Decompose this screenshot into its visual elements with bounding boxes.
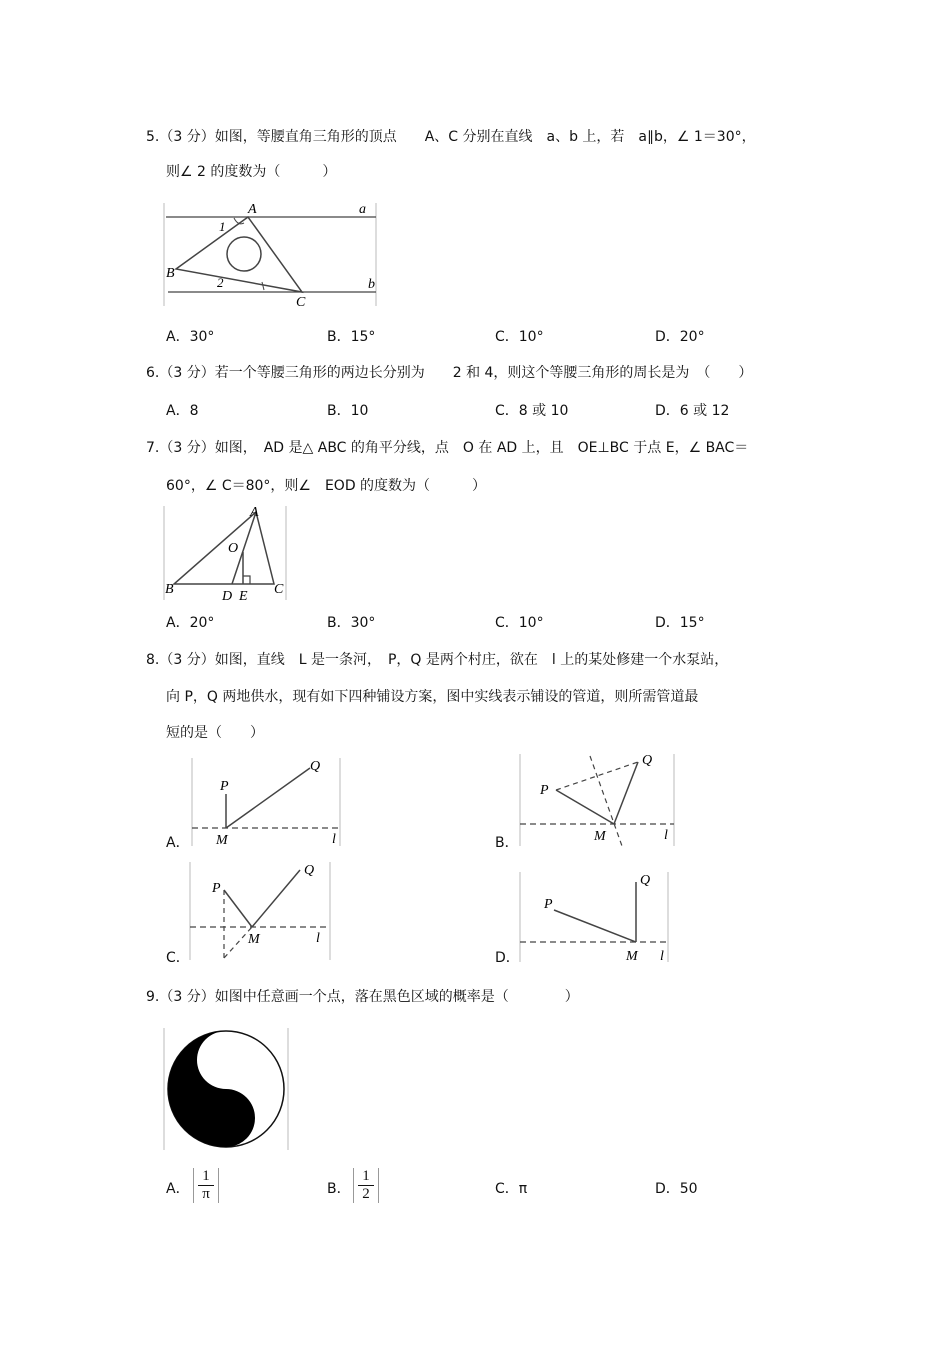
q8d-label-Q: Q bbox=[640, 873, 651, 888]
q8-figure-d bbox=[520, 870, 670, 964]
q8a-label-Q: Q bbox=[310, 759, 321, 774]
q5-option-a: A．30° bbox=[166, 329, 215, 345]
q9-option-b-fraction bbox=[353, 1168, 379, 1203]
q9-option-a-numerator: 1 bbox=[202, 1168, 210, 1184]
q6-option-b: B．10 bbox=[327, 403, 369, 419]
q5-stem-line2: 则∠ 2 的度数为（ ） bbox=[166, 164, 337, 180]
q8b-label-P: P bbox=[540, 783, 549, 798]
q8d-label-M: M bbox=[626, 949, 638, 964]
q9-option-a-denominator: π bbox=[202, 1186, 210, 1202]
q9-option-b-numerator: 1 bbox=[362, 1168, 370, 1184]
q7-label-A: A bbox=[250, 505, 259, 520]
q8b-label-Q: Q bbox=[642, 753, 653, 768]
q8-option-a: A． bbox=[166, 835, 190, 851]
q8c-label-P: P bbox=[212, 881, 221, 896]
q8-stem-line3: 短的是（ ） bbox=[166, 725, 264, 741]
q5-option-b: B．15° bbox=[327, 329, 376, 345]
q5-label-B: B bbox=[166, 266, 175, 281]
q8-figure-c bbox=[190, 860, 332, 962]
q8-option-d: D． bbox=[495, 950, 520, 966]
q6-stem-line1: 6.（3 分）若一个等腰三角形的两边长分别为 2 和 4，则这个等腰三角形的周长是为 （ ） bbox=[146, 365, 753, 381]
q8d-label-P: P bbox=[544, 897, 553, 912]
q8-option-c: C． bbox=[166, 950, 190, 966]
q7-figure bbox=[164, 504, 288, 602]
q8b-label-l: l bbox=[664, 828, 668, 843]
q8a-label-l: l bbox=[332, 832, 336, 847]
q8a-label-P: P bbox=[220, 779, 229, 794]
q8d-label-l: l bbox=[660, 949, 664, 964]
q8-figure-b bbox=[520, 752, 676, 848]
q7-stem-line2: 60°，∠ C＝80°，则∠ EOD 的度数为（ ） bbox=[166, 478, 487, 494]
q7-option-c: C．10° bbox=[495, 615, 544, 631]
q9-option-a-fraction bbox=[193, 1168, 219, 1203]
q7-label-B: B bbox=[165, 582, 174, 597]
q9-option-a: A． bbox=[166, 1181, 190, 1197]
q7-option-a: A．20° bbox=[166, 615, 215, 631]
q5-option-d: D．20° bbox=[655, 329, 705, 345]
q7-label-D: D bbox=[222, 589, 233, 604]
q6-option-a: A．8 bbox=[166, 403, 199, 419]
q6-option-c: C．8 或 10 bbox=[495, 403, 569, 419]
q9-option-b-denominator: 2 bbox=[362, 1186, 370, 1202]
q8-option-b: B． bbox=[495, 835, 519, 851]
q9-stem-line1: 9.（3 分）如图中任意画一个点，落在黑色区域的概率是（ ） bbox=[146, 989, 579, 1005]
q7-label-O: O bbox=[228, 541, 239, 556]
q7-label-E: E bbox=[239, 589, 248, 604]
q8-figure-a bbox=[192, 756, 342, 848]
q5-label-2: 2 bbox=[217, 275, 224, 290]
q6-option-d: D．6 或 12 bbox=[655, 403, 730, 419]
q9-option-b: B． bbox=[327, 1181, 351, 1197]
q8-stem-line2: 向 P，Q 两地供水，现有如下四种铺设方案，图中实线表示铺设的管道，则所需管道最 bbox=[166, 689, 699, 705]
q7-stem-line1: 7.（3 分）如图， AD 是△ ABC 的角平分线，点 O 在 AD 上，且 OE⊥BC 于点 E，∠ BAC＝ bbox=[146, 440, 749, 456]
q5-stem-line1: 5.（3 分）如图，等腰直角三角形的顶点 A、C 分别在直线 a、b 上，若 a∥b，∠ 1＝30°， bbox=[146, 129, 756, 145]
q5-option-c: C．10° bbox=[495, 329, 544, 345]
q8-stem-line1: 8.（3 分）如图，直线 L 是一条河， P，Q 是两个村庄，欲在 l 上的某处修建一个水泵站， bbox=[146, 652, 729, 668]
q9-option-d: D．50 bbox=[655, 1181, 698, 1197]
q7-option-d: D．15° bbox=[655, 615, 705, 631]
q5-figure bbox=[164, 200, 378, 308]
q5-label-a: a bbox=[359, 202, 366, 217]
q5-label-A: A bbox=[248, 202, 257, 217]
q5-label-C: C bbox=[296, 295, 306, 310]
q8b-label-M: M bbox=[594, 829, 606, 844]
q7-option-b: B．30° bbox=[327, 615, 376, 631]
q9-taiji-figure bbox=[164, 1026, 290, 1152]
q8c-label-Q: Q bbox=[304, 863, 315, 878]
q8c-label-M: M bbox=[248, 932, 260, 947]
q5-label-1: 1 bbox=[219, 219, 226, 234]
q7-label-C: C bbox=[274, 582, 284, 597]
q5-label-b: b bbox=[368, 277, 375, 292]
q8c-label-l: l bbox=[316, 931, 320, 946]
q8a-label-M: M bbox=[216, 833, 228, 848]
q9-option-c: C．π bbox=[495, 1181, 528, 1197]
